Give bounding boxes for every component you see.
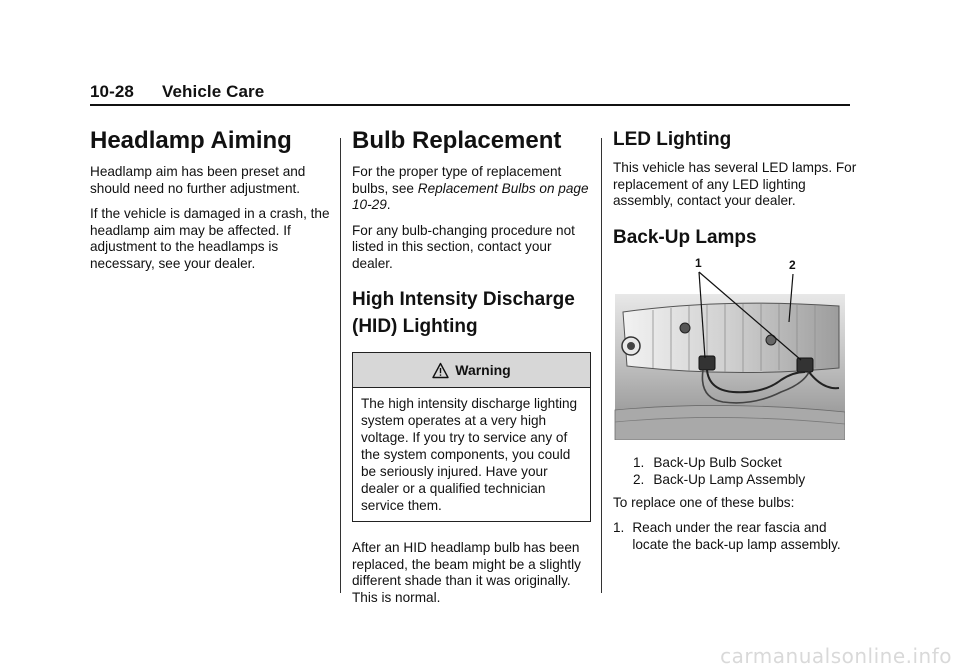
heading-led-lighting: LED Lighting (613, 129, 732, 150)
page-number: 10-28 (90, 82, 134, 101)
cross-reference-link[interactable]: Replacement Bulbs on page 10-29 (352, 180, 589, 212)
legend-number: 1. (633, 454, 645, 470)
column-3 (613, 126, 858, 553)
column-divider (340, 138, 341, 593)
column-1 (90, 126, 330, 281)
heading-headlamp-aiming: Headlamp Aiming (90, 127, 292, 154)
paragraph: This vehicle has several LED lamps. For replacement of any LED lighting assembly, contact your dealer. (613, 160, 857, 208)
legend-number: 2. (633, 472, 645, 487)
heading-hid-lighting: High Intensity Discharge (HID) Lighting (352, 289, 575, 337)
watermark: carmanualsonline.info (720, 644, 952, 668)
paragraph: To replace one of these bulbs: (613, 494, 795, 510)
warning-text: The high intensity discharge lighting system operates at a very high voltage. If you try to service any of the system components, you could be seriously injured. Have your dealer or a qualified technician service them. (361, 396, 578, 513)
procedure-step (613, 520, 858, 553)
header-rule (90, 104, 850, 106)
paragraph: For any bulb-changing procedure not listed in this section, contact your dealer. (352, 222, 575, 271)
figure-legend (613, 454, 858, 489)
warning-icon (432, 362, 449, 379)
lamp-assembly-drawing (613, 257, 845, 440)
paragraph: Headlamp aim has been preset and should need no further adjustment. (90, 164, 306, 196)
step-text: Reach under the rear fascia and locate the back-up lamp assembly. (632, 520, 841, 552)
callout-1: 1 (695, 255, 702, 270)
section-title: Vehicle Care (161, 82, 265, 101)
paragraph: After an HID headlamp bulb has been replaced, the beam might be a slightly different shade than it was originally. This is normal. (352, 540, 581, 605)
heading-bulb-replacement: Bulb Replacement (352, 127, 562, 154)
warning-header (353, 353, 590, 388)
legend-text: Back-Up Lamp Assembly (653, 472, 806, 487)
legend-item (633, 454, 858, 472)
column-2 (352, 126, 592, 615)
text: . (386, 197, 391, 212)
text: For the proper type of replacement bulbs, see (352, 164, 562, 196)
step-number: 1. (613, 520, 625, 535)
warning-label: Warning (455, 362, 511, 378)
page-header (90, 82, 850, 102)
heading-back-up-lamps: Back-Up Lamps (613, 226, 757, 248)
warning-box (352, 352, 591, 522)
legend-text: Back-Up Bulb Socket (653, 454, 782, 470)
paragraph: If the vehicle is damaged in a crash, the headlamp aim may be affected. If adjustment to the headlamps is necessary, see your dealer. (90, 206, 330, 271)
back-up-lamp-illustration (613, 255, 845, 440)
paragraph (352, 164, 592, 214)
callout-2: 2 (789, 257, 796, 272)
column-divider (601, 138, 602, 593)
legend-item (633, 471, 858, 489)
